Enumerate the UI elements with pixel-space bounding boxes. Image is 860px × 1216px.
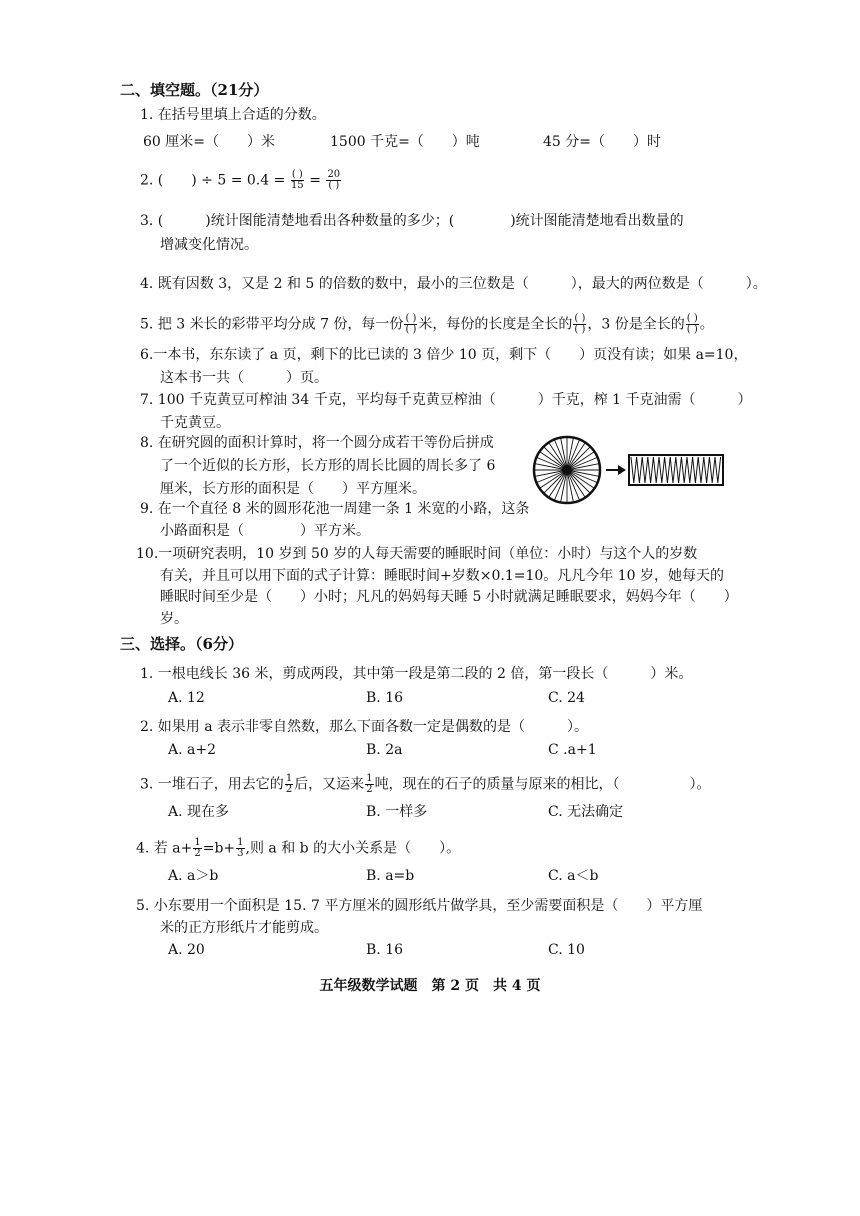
q3-4-text-b: =b+ [202,840,236,857]
q3-4-fraction-1 [193,838,201,859]
q3-4-frac1-num: 1 [194,837,201,848]
question-2-7-line1: 7. 100 千克黄豆可榨油 34 千克，平均每千克黄豆榨油（ ）千克，榨 1 千克油需（ ） [140,392,752,408]
q5-text-a: 5. 把 3 米长的彩带平均分成 7 份，每一份 [140,316,404,333]
q5-text-d: 。 [699,316,714,333]
q5-fraction-1 [404,314,417,335]
q2-equals: = [309,172,321,189]
q3-3-option-c: C. 无法确定 [548,804,624,820]
q3-5-option-c: C. 10 [548,942,585,958]
q3-3-fraction-2 [365,774,373,795]
question-2-1: 1. 在括号里填上合适的分数。 [140,107,326,123]
q5-frac2-den: ( ) [574,324,586,335]
q3-4-option-a: A. a＞b [168,868,219,884]
question-2-8-line3: 厘米，长方形的面积是（ ）平方厘米。 [160,481,426,497]
question-3-4 [136,838,460,859]
q2-frac2-den: ( ) [328,180,340,191]
question-2-3-line1: 3. ( )统计图能清楚地看出各种数量的多少；( )统计图能清楚地看出数量的 [140,213,684,229]
question-2-5 [140,314,714,335]
question-2-8-line2: 了一个近似的长方形，长方形的周长比圆的周长多了 6 [160,458,496,474]
arrow-icon [606,465,626,475]
q3-1-option-b: B. 16 [366,690,404,706]
q5-frac1-num: ( ) [405,313,417,324]
question-2-9-line2: 小路面积是（ ）平方米。 [160,523,370,539]
q1-part-b: 1500 千克=（ ）吨 [330,134,480,150]
q3-4-frac2-den: 3 [237,848,244,859]
question-2-10-line1: 10.一项研究表明，10 岁到 50 岁的人每天需要的睡眠时间（单位：小时）与这个人的岁数 [136,546,698,562]
q1-part-a: 60 厘米=（ ）米 [143,134,275,150]
question-2-10-line3: 睡眠时间至少是（ ）小时；凡凡的妈妈每天睡 5 小时就满足睡眠要求，妈妈今年（ ） [160,589,738,605]
q5-fraction-3 [686,314,699,335]
q3-3-text-a: 3. 一堆石子，用去它的 [140,776,284,793]
q5-fraction-2 [573,314,586,335]
segmented-circle [534,437,600,503]
q2-frac2-num: 20 [327,169,341,180]
q3-2-option-b: B. 2a [366,742,403,758]
question-3-3 [140,774,711,795]
question-2-2 [140,170,342,191]
q3-1-option-c: C. 24 [548,690,585,706]
q3-4-option-c: C. a＜b [548,868,599,884]
q1-part-c: 45 分=（ ）时 [543,134,661,150]
question-2-9-line1: 9. 在一个直径 8 米的圆形花池一周建一条 1 米宽的小路，这条 [140,501,530,517]
question-3-5-line1: 5. 小东要用一个面积是 15. 7 平方厘米的圆形纸片做学具，至少需要面积是（ ）平方厘 [136,898,703,914]
question-2-6-line1: 6.一本书，东东读了 a 页，剩下的比已读的 3 倍少 10 页，剩下（ ）页没有读；如果 a=10， [140,347,748,363]
q2-frac1-num: ( ) [291,169,303,180]
question-2-8-line1: 8. 在研究圆的面积计算时，将一个圆分成若干等份后拼成 [140,435,494,451]
q3-4-fraction-2 [236,838,244,859]
q3-3-option-b: B. 一样多 [366,804,428,820]
circle-to-rectangle-diagram [530,432,730,508]
q3-3-frac2-num: 1 [366,773,373,784]
question-2-10-line4: 岁。 [160,611,188,627]
q3-2-option-c: C .a+1 [548,742,597,758]
q3-3-frac2-den: 2 [366,784,373,795]
q5-frac1-den: ( ) [405,324,417,335]
q5-frac3-den: ( ) [686,324,698,335]
q2-fraction-2 [326,170,341,191]
q3-3-text-b: 后，又运来 [294,776,365,793]
question-2-7-line2: 千克黄豆。 [160,415,230,431]
q3-5-option-a: A. 20 [168,942,205,958]
section2-heading: 二、填空题。（21分） [120,81,269,99]
q5-frac3-num: ( ) [686,313,698,324]
q5-frac2-num: ( ) [574,313,586,324]
q3-3-option-a: A. 现在多 [168,804,230,820]
question-3-5-line2: 米的正方形纸片才能剪成。 [160,920,328,936]
q3-4-text-a: 4. 若 a+ [136,840,193,857]
q3-1-option-a: A. 12 [168,690,205,706]
question-2-4: 4. 既有因数 3，又是 2 和 5 的倍数的数中，最小的三位数是（ ），最大的两位数是（ ）。 [140,276,767,292]
q5-text-c: ，3 份是全长的 [587,316,685,333]
q3-3-text-c: 吨，现在的石子的质量与原来的相比，（ ）。 [374,776,711,793]
q3-2-option-a: A. a+2 [168,742,216,758]
q3-4-frac2-num: 1 [237,837,244,848]
question-3-2: 2. 如果用 a 表示非零自然数，那么下面各数一定是偶数的是（ ）。 [140,719,589,735]
question-2-10-line2: 有关，并且可以用下面的式子计算：睡眠时间+岁数×0.1=10。凡凡今年 10 岁，她每天的 [160,568,724,584]
question-2-3-line2: 增减变化情况。 [160,237,258,253]
approx-rectangle [629,455,723,485]
q2-fraction-1 [291,170,304,191]
q5-text-b: 米，每份的长度是全长的 [418,316,573,333]
q3-3-frac1-num: 1 [285,773,293,784]
q3-3-frac1-den: 2 [285,784,293,795]
q3-4-frac1-den: 2 [194,848,201,859]
section3-heading: 三、选择。（6分） [120,635,243,653]
page-footer: 五年级数学试题 第 2 页 共 4 页 [319,978,541,994]
q3-3-fraction-1 [285,774,293,795]
question-3-1: 1. 一根电线长 36 米，剪成两段，其中第一段是第二段的 2 倍，第一段长（ ）米。 [140,666,693,682]
question-2-6-line2: 这本书一共（ ）页。 [160,370,328,386]
q3-4-option-b: B. a=b [366,868,415,884]
q3-4-text-c: ,则 a 和 b 的大小关系是（ ）。 [245,840,461,857]
q3-5-option-b: B. 16 [366,942,404,958]
q2-frac1-den: 15 [290,180,304,191]
q2-text: 2. ( ) ÷ 5 = 0.4 = [140,172,286,189]
